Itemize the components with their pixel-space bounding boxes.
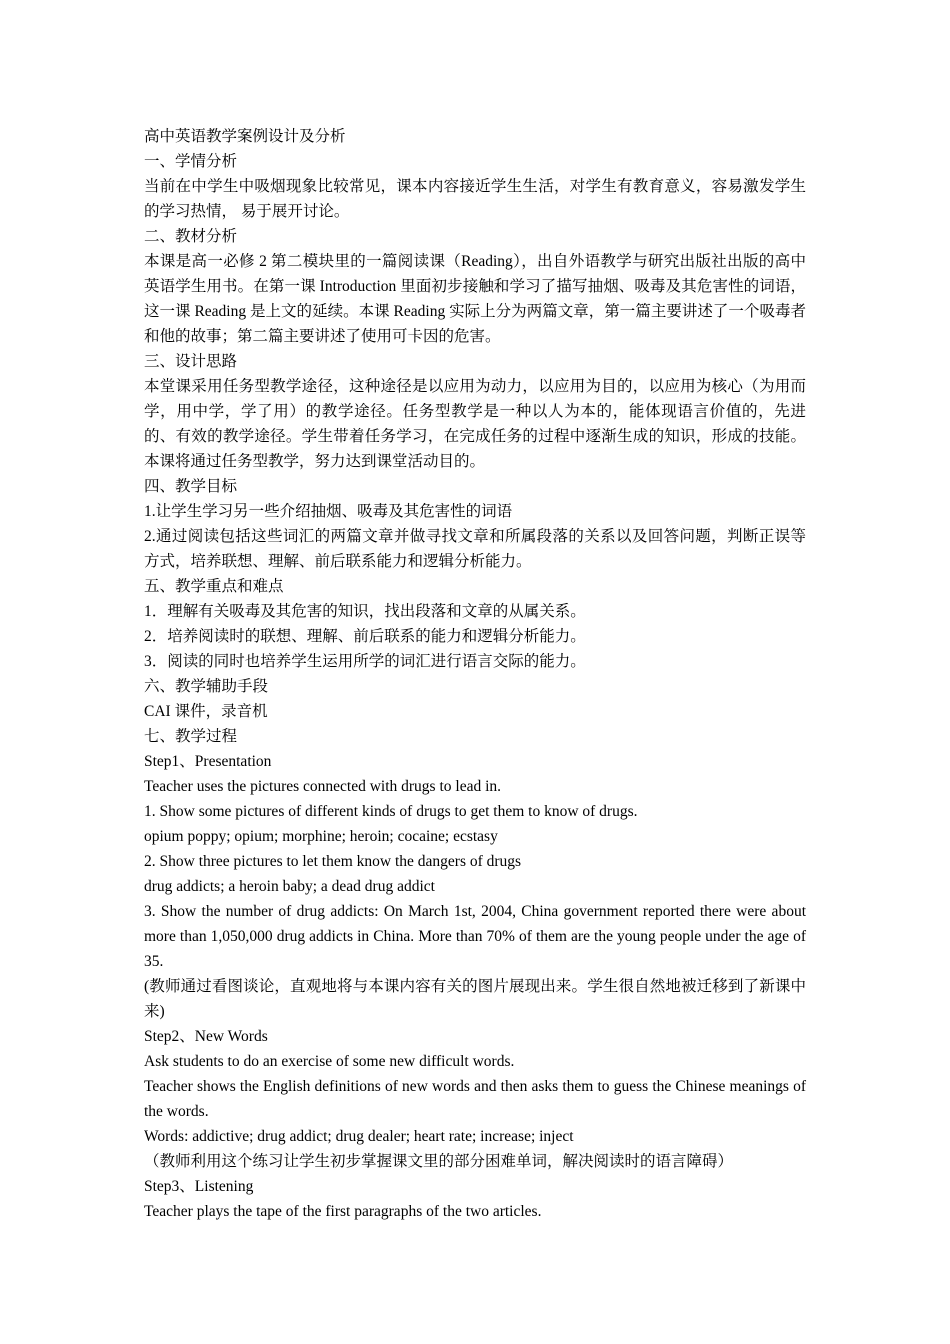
- section-heading-textbook-analysis: 二、教材分析: [144, 228, 238, 245]
- process-line: Words: addictive; drug addict; drug dealer; heart rate; increase; inject: [144, 1128, 574, 1145]
- section-heading-student-analysis: 一、学情分析: [144, 153, 238, 170]
- step-heading: Step3、Listening: [144, 1178, 254, 1195]
- section-heading-key-points: 五、教学重点和难点: [144, 578, 284, 595]
- objective-item: 2.通过阅读包括这些词汇的两篇文章并做寻找文章和所属段落的关系以及回答问题，判断正误等方式，培养联想、理解、前后联系能力和逻辑分析能力。: [144, 528, 806, 570]
- process-line: 1. Show some pictures of different kinds of drugs to get them to know of drugs.: [144, 803, 638, 820]
- process-line: opium poppy; opium; morphine; heroin; cocaine; ecstasy: [144, 828, 498, 845]
- key-point-item: 2．培养阅读时的联想、理解、前后联系的能力和逻辑分析能力。: [144, 628, 586, 645]
- process-line: drug addicts; a heroin baby; a dead drug addict: [144, 878, 435, 895]
- paragraph-student-analysis: 当前在中学生中吸烟现象比较常见，课本内容接近学生生活，对学生有教育意义，容易激发学生的学习热情， 易于展开讨论。: [144, 178, 806, 220]
- step-heading: Step2、New Words: [144, 1028, 268, 1045]
- section-heading-teaching-aids: 六、教学辅助手段: [144, 678, 269, 695]
- step-heading: Step1、Presentation: [144, 753, 272, 770]
- document-title: 高中英语教学案例设计及分析: [144, 128, 346, 145]
- document-body: [144, 124, 806, 1224]
- section-heading-objectives: 四、教学目标: [144, 478, 238, 495]
- section-heading-teaching-process: 七、教学过程: [144, 728, 238, 745]
- process-line: Ask students to do an exercise of some new difficult words.: [144, 1053, 515, 1070]
- teacher-note: (教师通过看图谈论，直观地将与本课内容有关的图片展现出来。学生很自然地被迁移到了新课中来): [144, 978, 806, 1020]
- paragraph-design-idea: 本堂课采用任务型教学途径，这种途径是以应用为动力，以应用为目的，以应用为核心（为用而学，用中学，学了用）的教学途径。任务型教学是一种以人为本的，能体现语言价值的，先进的、有效的教学途径。学生带着任务学习，在完成任务的过程中逐渐生成的知识，形成的技能。本课将通过任务型教学，努力达到课堂活动目的。: [144, 378, 806, 470]
- teaching-aids-text: CAI 课件，录音机: [144, 703, 268, 720]
- objective-item: 1.让学生学习另一些介绍抽烟、吸毒及其危害性的词语: [144, 503, 513, 520]
- teacher-note: （教师利用这个练习让学生初步掌握课文里的部分困难单词，解决阅读时的语言障碍）: [144, 1153, 734, 1170]
- key-point-item: 3．阅读的同时也培养学生运用所学的词汇进行语言交际的能力。: [144, 653, 586, 670]
- process-line: Teacher plays the tape of the first paragraphs of the two articles.: [144, 1203, 542, 1220]
- process-line: Teacher uses the pictures connected with drugs to lead in.: [144, 778, 502, 795]
- process-paragraph: 3. Show the number of drug addicts: On March 1st, 2004, China government reported there were about more than 1,050,000 drug addicts in China. More than 70% of them are the young people under the age of 35.: [144, 903, 806, 970]
- process-line: 2. Show three pictures to let them know the dangers of drugs: [144, 853, 522, 870]
- section-heading-design-idea: 三、设计思路: [144, 353, 238, 370]
- key-point-item: 1．理解有关吸毒及其危害的知识，找出段落和文章的从属关系。: [144, 603, 586, 620]
- process-paragraph: Teacher shows the English definitions of new words and then asks them to guess the Chinese meanings of the words.: [144, 1078, 806, 1120]
- paragraph-textbook-analysis: 本课是高一必修 2 第二模块里的一篇阅读课（Reading），出自外语教学与研究出版社出版的高中英语学生用书。在第一课 Introduction 里面初步接触和学习了描写抽烟、吸毒及其危害性的词语，这一课 Reading 是上文的延续。本课 Reading 实际上分为两篇文章，第一篇主要讲述了一个吸毒者和他的故事；第二篇主要讲述了使用可卡因的危害。: [144, 253, 806, 345]
